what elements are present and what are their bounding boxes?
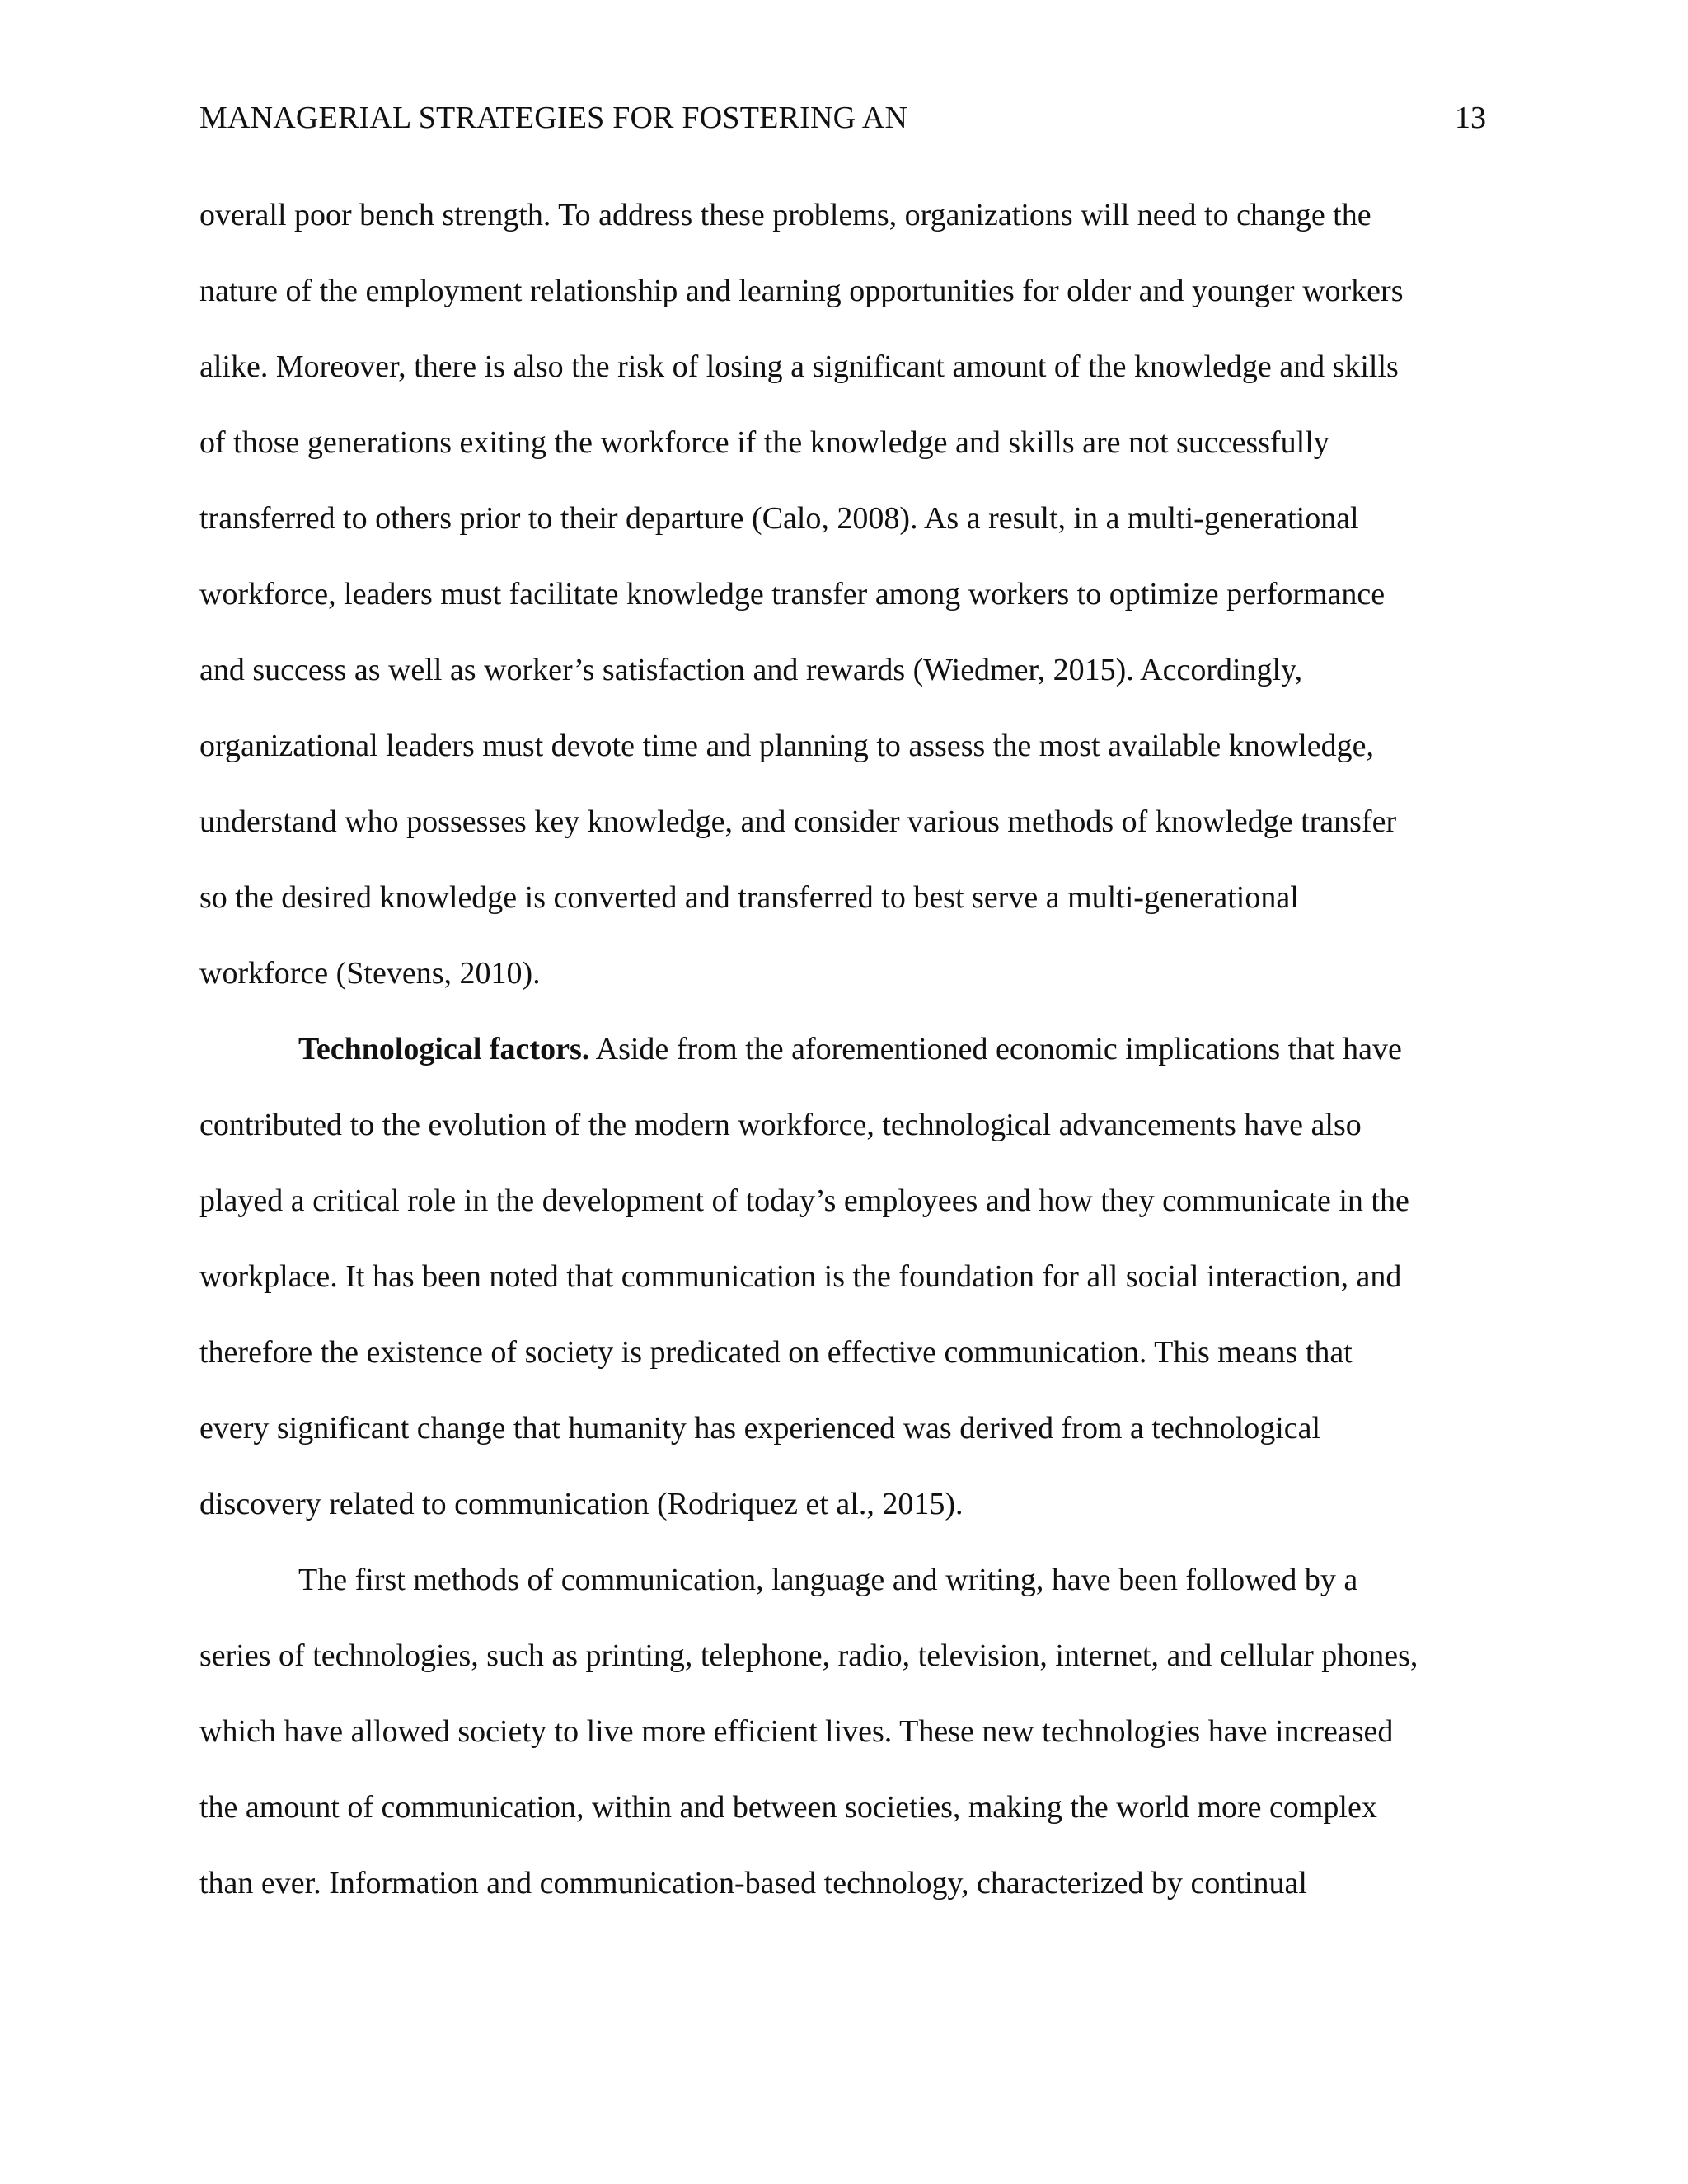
running-head: MANAGERIAL STRATEGIES FOR FOSTERING AN	[199, 101, 908, 135]
section-heading: Technological factors.	[298, 1032, 590, 1066]
body-line: understand who possesses key knowledge, and consider various methods of knowledge transfer	[199, 804, 1397, 839]
body-line: workforce (Stevens, 2010).	[199, 956, 541, 991]
page-number: 13	[1455, 101, 1486, 135]
body-line: discovery related to communication (Rodriquez et al., 2015).	[199, 1487, 964, 1521]
body-line: and success as well as worker’s satisfaction and rewards (Wiedmer, 2015). Accordingly,	[199, 653, 1303, 687]
body-line: played a critical role in the development of today’s employees and how they communicate in the	[199, 1183, 1409, 1218]
body-line: so the desired knowledge is converted and transferred to best serve a multi-generational	[199, 880, 1299, 915]
body-line: which have allowed society to live more efficient lives. These new technologies have increased	[199, 1714, 1394, 1749]
body-line: nature of the employment relationship and learning opportunities for older and younger workers	[199, 274, 1404, 308]
section-heading-line	[298, 1024, 1402, 1075]
body-line: the amount of communication, within and between societies, making the world more complex	[199, 1790, 1377, 1825]
body-line: than ever. Information and communication-based technology, characterized by continual	[199, 1866, 1307, 1900]
body-line: alike. Moreover, there is also the risk of losing a significant amount of the knowledge and skills	[199, 349, 1399, 384]
body-line: overall poor bench strength. To address these problems, organizations will need to change the	[199, 198, 1372, 232]
body-line: workforce, leaders must facilitate knowledge transfer among workers to optimize performance	[199, 577, 1386, 612]
body-line: The first methods of communication, language and writing, have been followed by a	[298, 1563, 1358, 1597]
body-line: of those generations exiting the workforce if the knowledge and skills are not successfully	[199, 425, 1329, 460]
body-line: therefore the existence of society is predicated on effective communication. This means that	[199, 1335, 1353, 1370]
body-line: workplace. It has been noted that communication is the foundation for all social interaction, and	[199, 1259, 1402, 1294]
body-line: transferred to others prior to their departure (Calo, 2008). As a result, in a multi-generational	[199, 501, 1359, 536]
body-line: contributed to the evolution of the modern workforce, technological advancements have also	[199, 1108, 1362, 1142]
body-line: organizational leaders must devote time and planning to assess the most available knowledge,	[199, 729, 1374, 763]
heading-line-text: Aside from the aforementioned economic implications that have	[589, 1032, 1402, 1066]
body-line: series of technologies, such as printing, telephone, radio, television, internet, and cellular phones,	[199, 1638, 1418, 1673]
body-line: every significant change that humanity has experienced was derived from a technological	[199, 1411, 1321, 1446]
